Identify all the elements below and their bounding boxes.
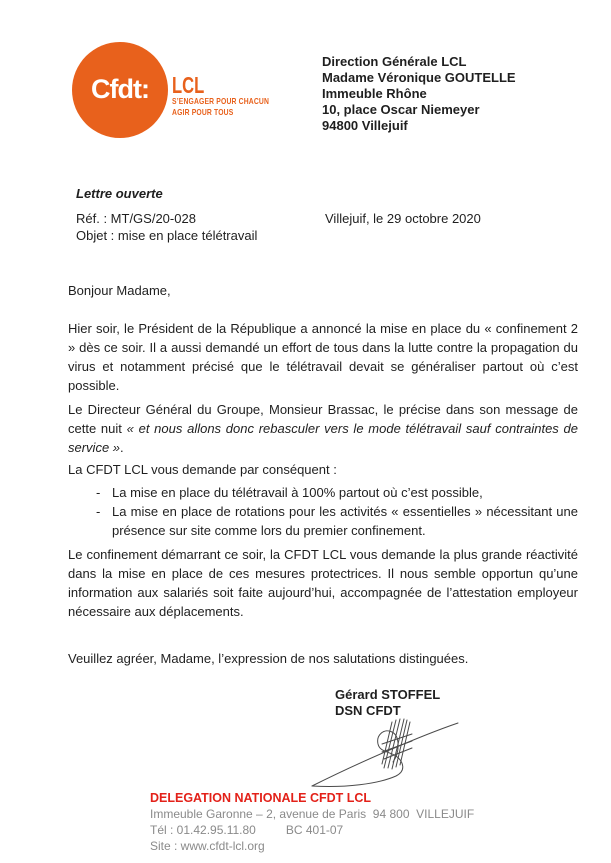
cfdt-logo-circle (72, 42, 168, 138)
handwritten-signature-icon (300, 710, 475, 798)
paragraph-2 (68, 400, 578, 457)
signer-title: DSN CFDT (335, 703, 401, 718)
lcl-brand-text: LCL (172, 72, 205, 98)
footer-contact-line (150, 822, 474, 838)
logo-tagline-line1: S’ENGAGER POUR CHACUN (172, 96, 270, 106)
paragraph-3: Le confinement démarrant ce soir, la CFDT LCL vous demande la plus grande réactivité dans la mise en place de ces mesures protectrices. Il nous semble opportun qu’une information aux salariés soit faite aujourd’hui, accompagnée de l’attestation employeur nécessaire aux déplacements. (68, 547, 578, 619)
letter-type-label: Lettre ouverte (76, 186, 163, 201)
recipient-line: Direction Générale LCL (322, 54, 467, 69)
recipient-line: 10, place Oscar Niemeyer (322, 102, 480, 117)
reference-line: Réf. : MT/GS/20-028 (76, 211, 196, 226)
recipient-line: Madame Véronique GOUTELLE (322, 70, 516, 85)
paragraph-1: Hier soir, le Président de la République a annoncé la mise en place du « confinement 2 » dès ce soir. Il a aussi demandé un effort de tous dans la lutte contre la propagation du virus et notamment précisé que le télétravail devait se généraliser partout où c’est possible. (68, 321, 578, 393)
list-item: - La mise en place de rotations pour les activités « essentielles » nécessitant une présence sur site comme lors du premier confinement. (96, 502, 578, 540)
date-place-line: Villejuif, le 29 octobre 2020 (325, 211, 481, 226)
request-intro: La CFDT LCL vous demande par conséquent : (68, 462, 337, 477)
recipient-line: Immeuble Rhône (322, 86, 427, 101)
paragraph-2-suffix: . (120, 440, 124, 455)
footer-address: Immeuble Garonne – 2, avenue de Paris 94 800 VILLEJUIF (150, 807, 475, 821)
footer-website: Site : www.cfdt-lcl.org (150, 839, 265, 853)
paragraph-2-prefix: Le Directeur Général du Groupe, Monsieur Brassac, le précise dans son message de cette nuit (68, 402, 578, 436)
request-list (96, 483, 578, 540)
cfdt-lcl-logo-side (172, 74, 293, 118)
footer-phone: Tél : 01.42.95.11.80 (150, 823, 256, 837)
footer-block (150, 790, 474, 854)
paragraph-2-quote: « et nous allons donc rebasculer vers le mode télétravail sauf contraintes de service » (68, 421, 578, 455)
cfdt-logo-text: Cfdt: (91, 73, 149, 104)
closing-line: Veuillez agréer, Madame, l’expression de nos salutations distinguées. (68, 651, 469, 666)
subject-line: Objet : mise en place télétravail (76, 228, 258, 243)
footer-organization: DELEGATION NATIONALE CFDT LCL (150, 791, 372, 805)
logo-tagline-line2: AGIR POUR TOUS (172, 107, 234, 117)
footer-bc-code: BC 401-07 (285, 823, 344, 837)
recipient-address-block (322, 54, 516, 134)
signer-name: Gérard STOFFEL (335, 687, 441, 702)
list-item: - La mise en place du télétravail à 100% partout où c’est possible, (96, 483, 578, 502)
recipient-line: 94800 Villejuif (322, 118, 408, 133)
salutation: Bonjour Madame, (68, 283, 171, 298)
